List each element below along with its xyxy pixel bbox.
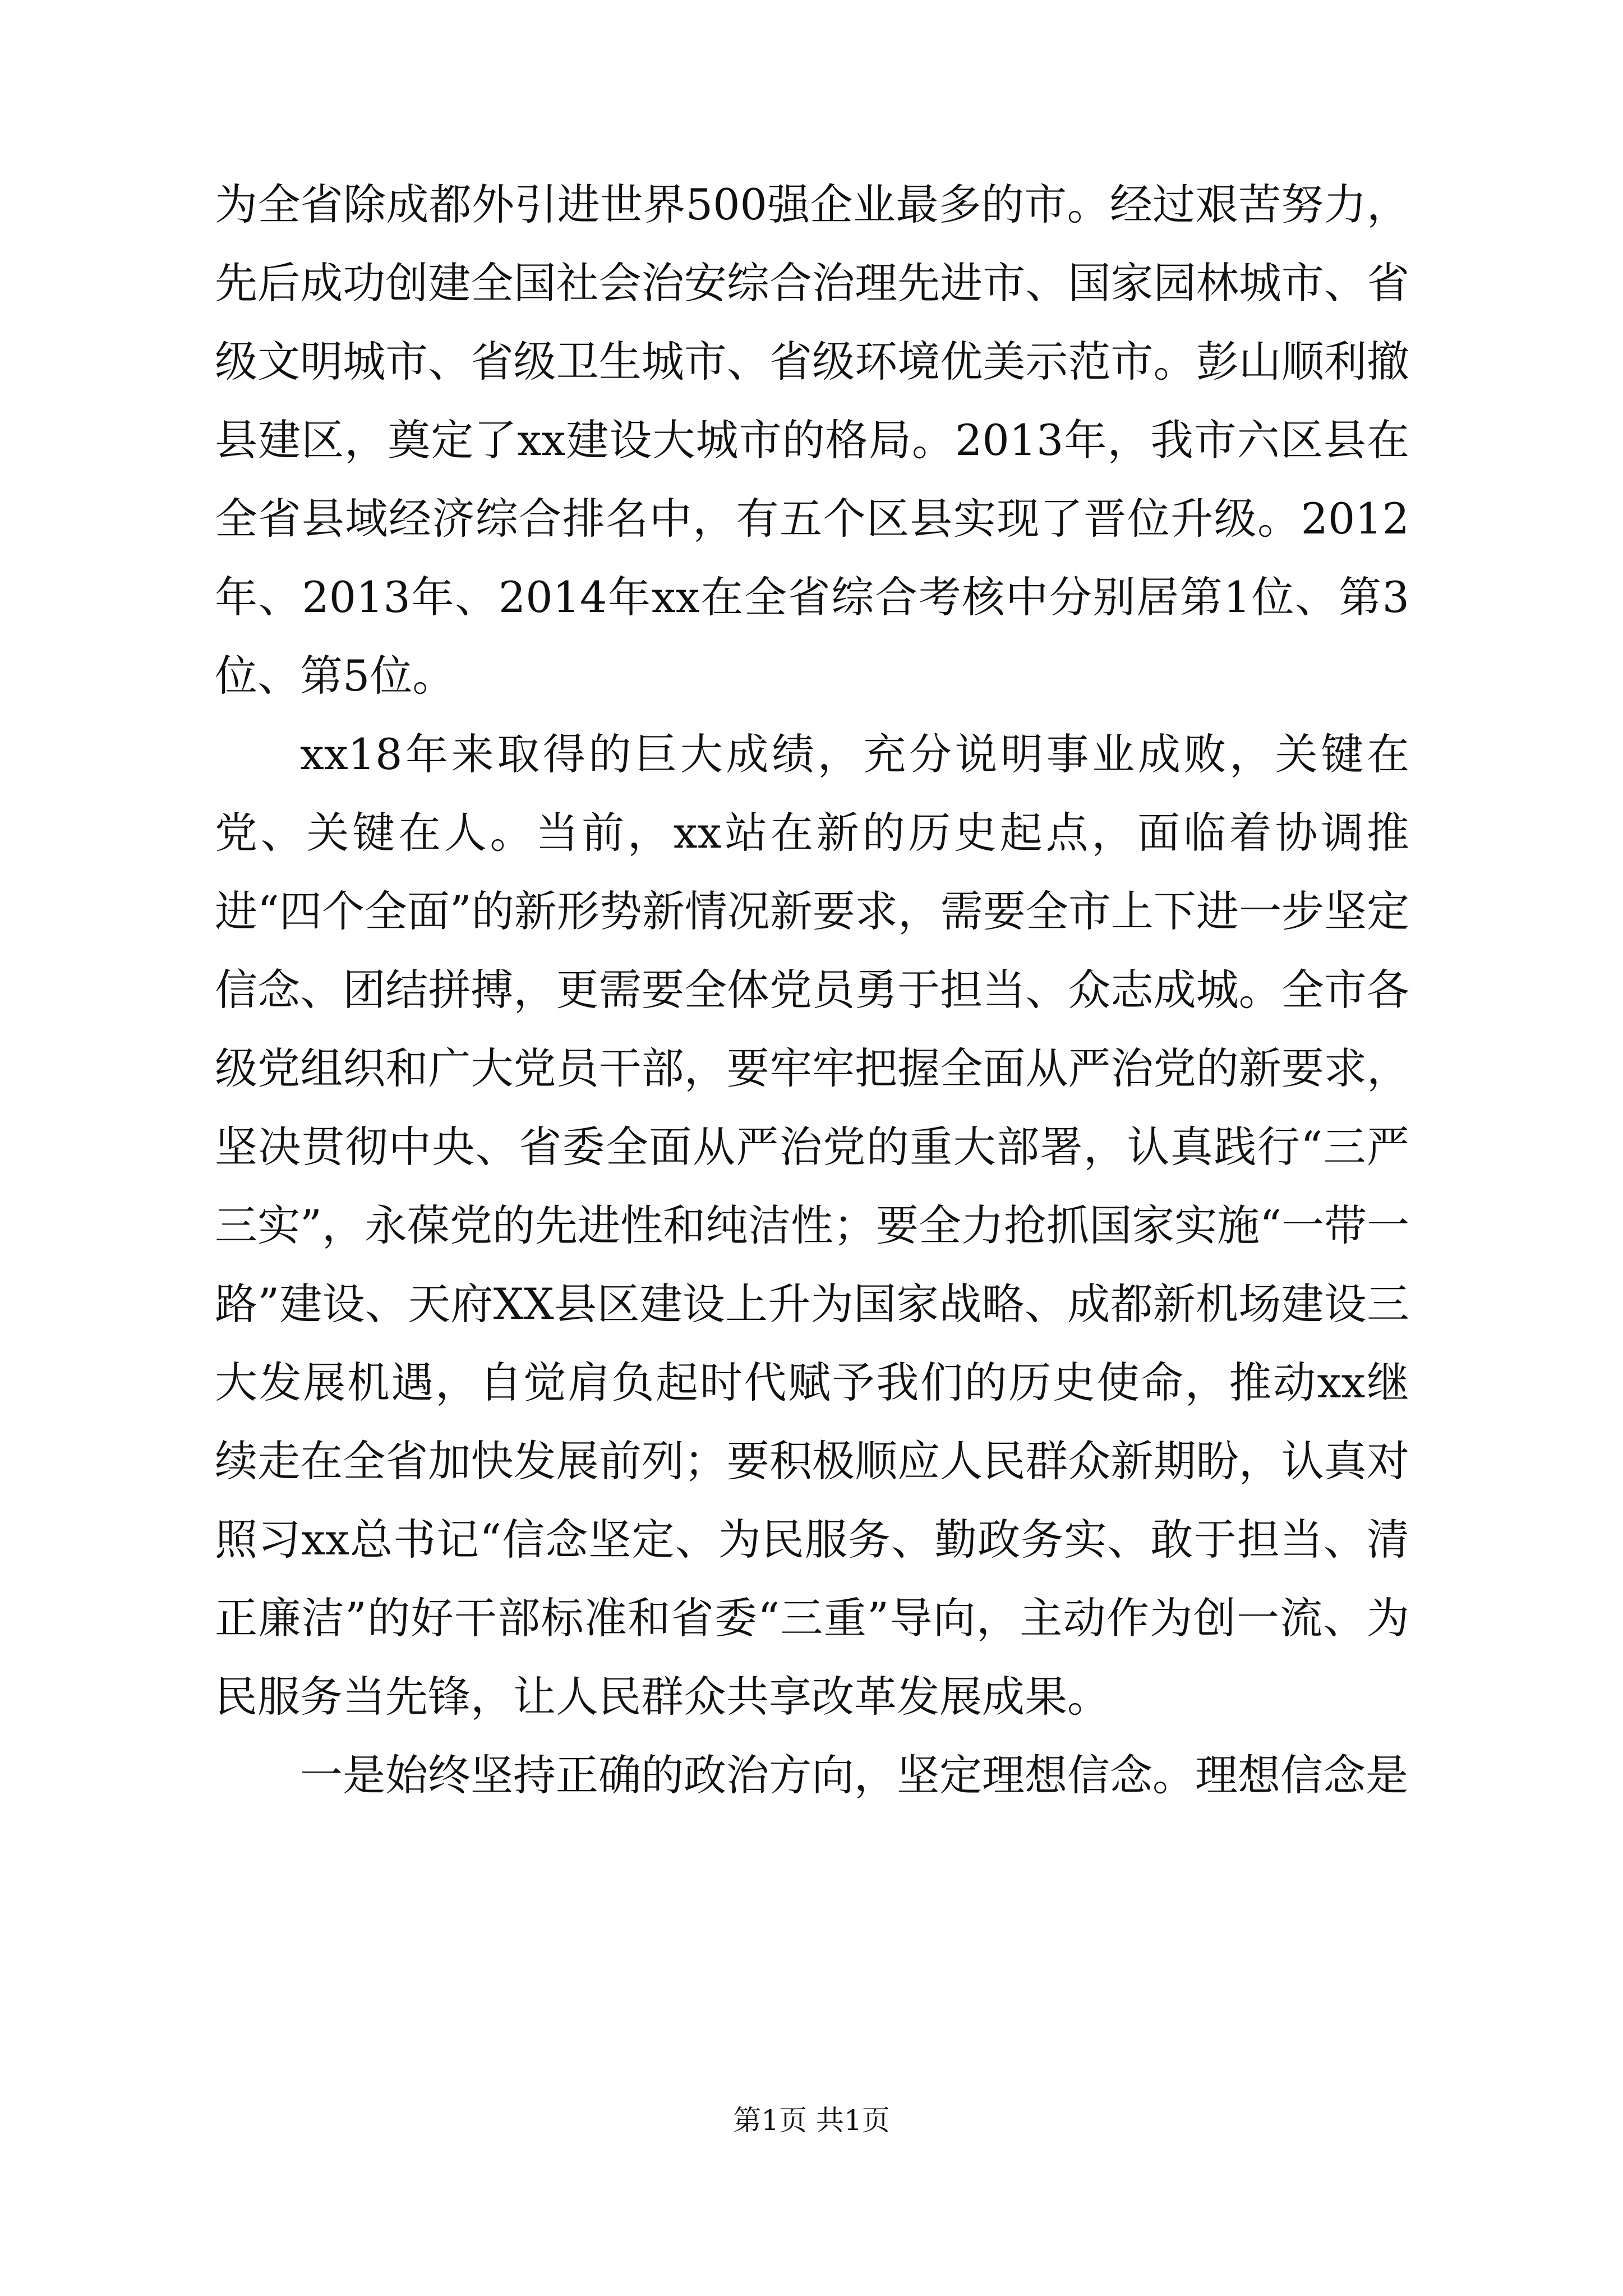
page-footer: 第1页 共1页 — [733, 2104, 890, 2137]
paragraph-1: 为全省除成都外引进世界500强企业最多的市。经过艰苦努力，先后成功创建全国社会治安综合治理先进市、国家园林城市、省级文明城市、省级卫生城市、省级环境优美示范市。彭山顺利撤县建区，奠定了xx建设大城市的格局。2013年，我市六区县在全省县域经济综合排名中，有五个区县实现了晋位升级。2012年、2013年、2014年xx在全省综合考核中分别居第1位、第3位、第5位。 — [215, 180, 1409, 701]
paragraph-3: 一是始终坚持正确的政治方向，坚定理想信念。理想信念是 — [300, 1750, 1408, 1800]
document-body — [215, 165, 1409, 1815]
paragraph-2: xx18年来取得的巨大成绩，充分说明事业成败，关键在党、关键在人。当前，xx站在新的历史起点，面临着协调推进“四个全面”的新形势新情况新要求，需要全市上下进一步坚定信念、团结拼搏，更需要全体党员勇于担当、众志成城。全市各级党组织和广大党员干部，要牢牢把握全面从严治党的新要求，坚决贯彻中央、省委全面从严治党的重大部署，认真践行“三严三实”，永葆党的先进性和纯洁性；要全力抢抓国家实施“一带一路”建设、天府XX县区建设上升为国家战略、成都新机场建设三大发展机遇，自觉肩负起时代赋予我们的历史使命，推动xx继续走在全省加快发展前列；要积极顺应人民群众新期盼，认真对照习xx总书记“信念坚定、为民服务、勤政务实、敢于担当、清正廉洁”的好干部标准和省委“三重”导向，主动作为创一流、为民服务当先锋，让人民群众共享改革发展成果。 — [215, 729, 1409, 1722]
